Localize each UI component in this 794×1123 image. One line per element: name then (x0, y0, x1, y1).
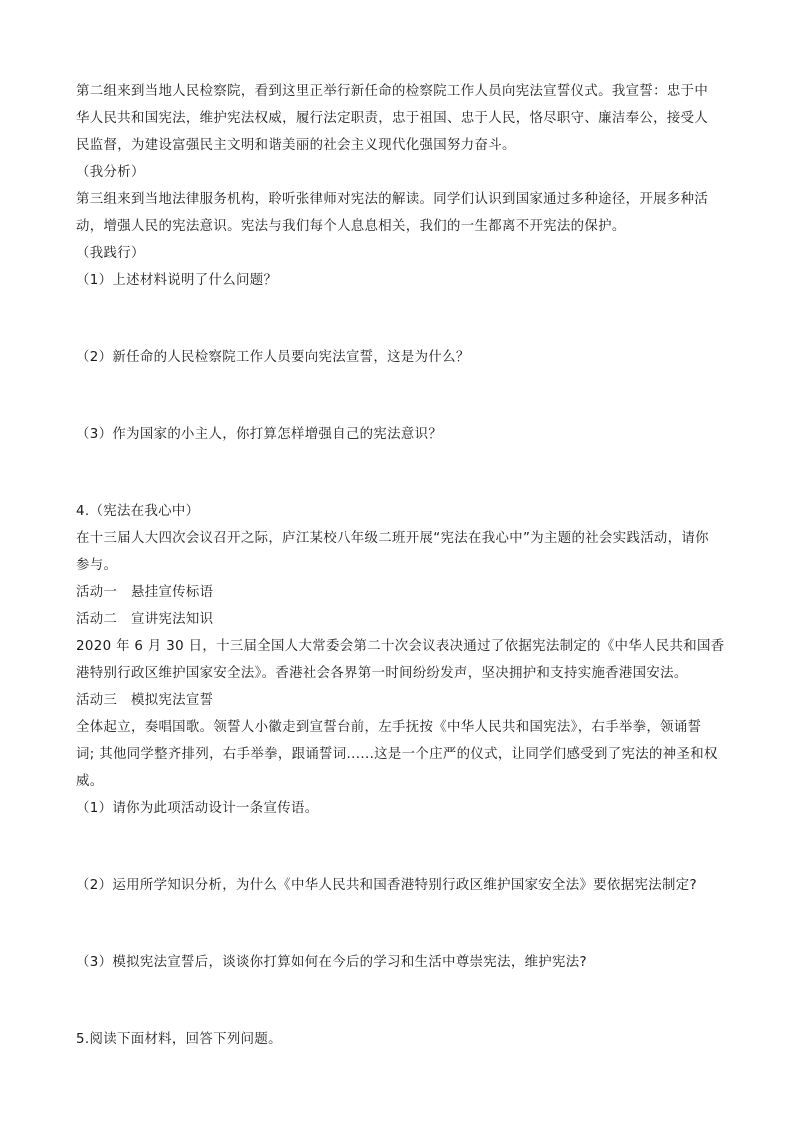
section-4-intro-line1: 在十三届人大四次会议召开之际，庐江某校八年级二班开展“宪法在我心中”为主题的社会实践活动，请你 (76, 531, 709, 546)
activity-2-text-line2: 港特别行政区维护国家安全法》。香港社会各界第一时间纷纷发声，坚决拥护和支持实施香港国安法。 (76, 666, 688, 681)
activity-1-title: 活动一 悬挂宣传标语 (76, 585, 214, 600)
question-3-2: （2）新任命的人民检察院工作人员要向宪法宣誓，这是为什么？ (76, 350, 470, 365)
question-3-3: （3）作为国家的小主人，你打算怎样增强自己的宪法意识？ (76, 427, 443, 442)
paragraph-group3-line2: 动，增强人民的宪法意识。宪法与我们每个人息息相关，我们的一生都离不开宪法的保护。 (76, 219, 626, 234)
paragraph-group3-line1: 第三组来到当地法律服务机构，聆听张律师对宪法的解读。同学们认识到国家通过多种途径，开展多种活 (76, 192, 709, 207)
document-page (76, 0, 726, 1123)
section-5-heading: 5.阅读下面材料，回答下列问题。 (76, 1032, 282, 1047)
paragraph-group2-line2: 华人民共和国宪法，维护宪法权威，履行法定职责，忠于祖国、忠于人民，恪尽职守、廉洁奉公，接受人 (76, 111, 709, 126)
question-3-1: （1）上述材料说明了什么问题？ (76, 273, 278, 288)
activity-3-text-line3: 威。 (76, 774, 104, 789)
paragraph-group2-line1: 第二组来到当地人民检察院，看到这里正举行新任命的检察院工作人员向宪法宣誓仪式。我宣誓：忠于中 (76, 84, 709, 99)
question-4-1: （1）请你为此项活动设计一条宣传语。 (76, 801, 319, 816)
question-4-2: （2）运用所学知识分析，为什么《中华人民共和国香港特别行政区维护国家安全法》要依据宪法制定? (76, 878, 697, 893)
activity-2-text-line1: 2020 年 6 月 30 日，十三届全国人大常委会第二十次会议表决通过了依据宪法制定的《中华人民共和国香 (76, 639, 725, 654)
section-4-heading: 4.（宪法在我心中） (76, 504, 200, 519)
section-4-intro-line2: 参与。 (76, 558, 118, 573)
label-analysis: （我分析） (76, 165, 145, 180)
activity-3-text-line2: 词; 其他同学整齐排列，右手举拳，跟诵誓词......这是一个庄严的仪式，让同学们感受到了宪法的神圣和权 (76, 747, 718, 762)
activity-3-text-line1: 全体起立，奏唱国歌。领誓人小徽走到宣誓台前，左手抚按《中华人民共和国宪法》，右手举拳，领诵誓 (76, 720, 702, 735)
activity-3-title: 活动三 模拟宪法宣誓 (76, 693, 214, 708)
label-practice: （我践行） (76, 246, 145, 261)
question-4-3: （3）模拟宪法宣誓后，谈谈你打算如何在今后的学习和生活中尊崇宪法，维护宪法? (76, 955, 587, 970)
paragraph-group2-line3: 民监督，为建设富强民主文明和谐美丽的社会主义现代化强国努力奋斗。 (76, 138, 516, 153)
activity-2-title: 活动二 宣讲宪法知识 (76, 612, 214, 627)
